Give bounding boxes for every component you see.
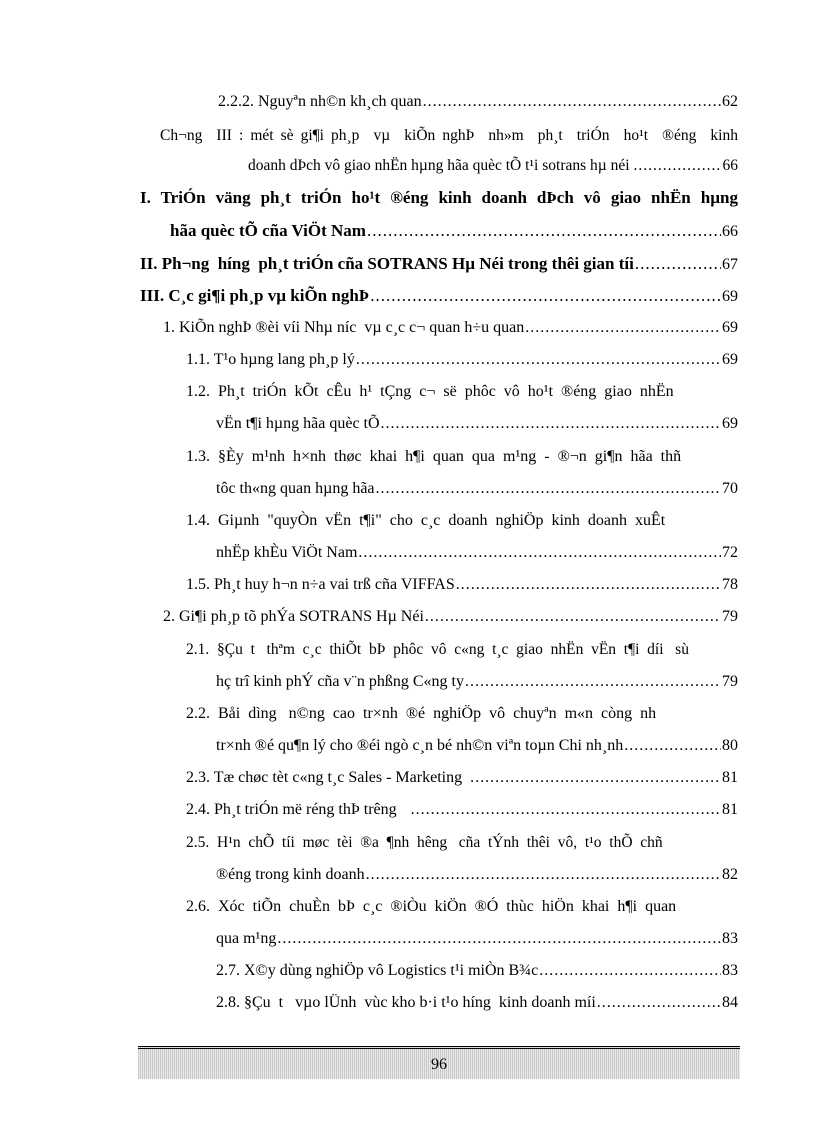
toc-entry: 1.3. §Èy m¹nh h×nh thøc khai h¶i quan qua m¹ng - ®¬n gi¶n hãa thñ <box>186 448 682 465</box>
toc-entry: 2.1. §Çu t thªm c¸c thiÕt bÞ phôc vô c«ng t¸c giao nhËn vËn t¶i díi sù <box>186 641 689 658</box>
toc-entry: 1.5. Ph¸t huy h¬n n÷a vai trß cña VIFFAS ..... 78 <box>186 575 738 595</box>
toc-entry: tr×nh ®é qu¶n lý cho ®éi ngò c¸n bé nh©n viªn toµn Chi nh¸nh ..... 80 <box>216 736 738 756</box>
toc-entry: 1.2. Ph¸t triÓn kÕt cÊu h¹ tÇng c¬ së phôc vô ho¹t ®éng giao nhËn <box>186 383 674 400</box>
toc-entry: hç trî kinh phÝ cña v¨n phßng C«ng ty ..... 79 <box>216 672 738 692</box>
toc-entry: 1.4. Giµnh "quyÒn vËn t¶i" cho c¸c doanh nghiÖp kinh doanh xuÊt <box>186 512 666 529</box>
toc-entry: 1.1. T¹o hµng lang ph¸p lý ..... 69 <box>186 350 738 370</box>
toc-entry: ®éng trong kinh doanh ..... 82 <box>216 865 738 885</box>
toc-entry: 2.6. Xóc tiÕn chuÈn bÞ c¸c ®iÒu kiÖn ®Ó thùc hiÖn khai h¶i quan <box>186 898 677 915</box>
toc-entry: 2.5. H¹n chÕ tíi møc tèi ®a ¶nh hêng cña tÝnh thêi vô, t¹o thÕ chñ <box>186 834 663 851</box>
toc-entry: 1. KiÕn nghÞ ®èi víi Nhµ níc vµ c¸c c¬ quan h÷u quan ..... 69 <box>163 318 738 338</box>
toc-entry: qua m¹ng ..... 83 <box>216 929 738 949</box>
toc-entry: Ch¬ng III : mét sè gi¶i ph¸p vµ kiÕn nghÞ nh»m ph¸t triÓn ho¹t ®éng kinh <box>160 127 738 144</box>
toc-entry: III. C¸c gi¶i ph¸p vµ kiÕn nghÞ ..... 69 <box>140 286 738 307</box>
toc-entry: 2.3. Tæ chøc tèt c«ng t¸c Sales - Marketing ..... 81 <box>186 768 738 788</box>
toc-entry: 2.2. Båi dìng n©ng cao tr×nh ®é nghiÖp vô chuyªn m«n còng nh <box>186 705 657 722</box>
toc-entry: II. Ph¬ng híng ph¸t triÓn cña SOTRANS Hµ Néi trong thêi gian tíi ..... 67 <box>140 254 738 275</box>
toc-entry: 2.8. §Çu t vµo lÜnh vùc kho b·i t¹o híng kinh doanh míi ..... 84 <box>216 993 738 1013</box>
toc-entry: 2.7. X©y dùng nghiÖp vô Logistics t¹i miÒn B¾c ..... 83 <box>216 961 738 981</box>
toc-entry: 2.2.2. Nguyªn nh©n kh¸ch quan ..... 62 <box>218 92 738 112</box>
toc-entry: vËn t¶i hµng hãa quèc tÕ ..... 69 <box>216 414 738 434</box>
toc-entry: I. TriÓn väng ph¸t triÓn ho¹t ®éng kinh doanh dÞch vô giao nhËn hµng <box>140 188 738 207</box>
toc-entry: hãa quèc tÕ cña ViÖt Nam ..... 66 <box>170 221 738 242</box>
page-number: 96 <box>431 1056 447 1073</box>
toc-entry: 2.4. Ph¸t triÓn më réng thÞ trêng ..... 81 <box>186 800 738 820</box>
toc-entry: nhËp khÈu ViÖt Nam ..... 72 <box>216 543 738 563</box>
toc-entry: tôc th«ng quan hµng hãa ..... 70 <box>216 479 738 499</box>
toc-entry: 2. Gi¶i ph¸p tõ phÝa SOTRANS Hµ Néi ..... 79 <box>163 607 738 627</box>
toc-entry: doanh dÞch vô giao nhËn hµng hãa quèc tÕ t¹i sotrans hµ néi ..... 66 <box>248 156 738 176</box>
